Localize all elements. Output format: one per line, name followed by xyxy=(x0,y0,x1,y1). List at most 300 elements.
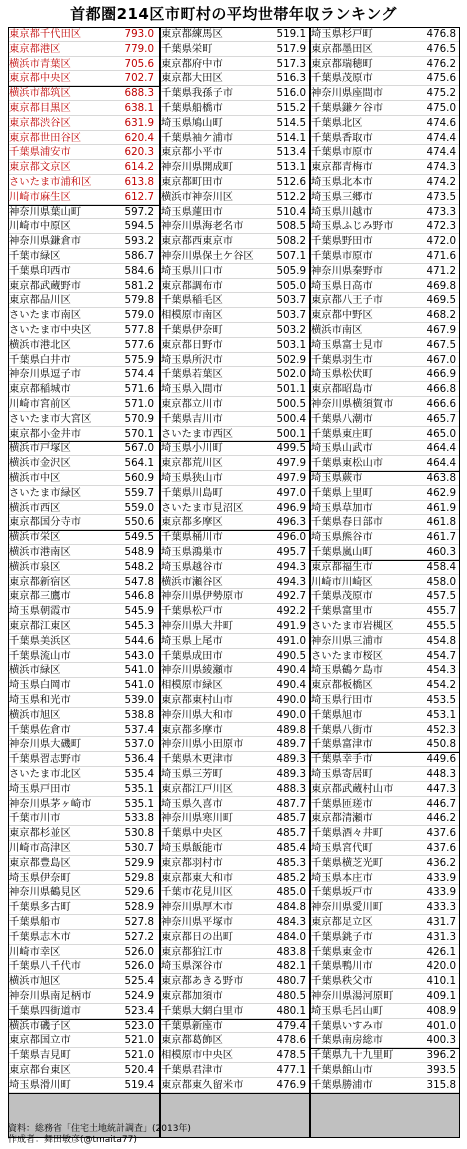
municipality-name: 東京都品川区 xyxy=(9,294,71,307)
table-row xyxy=(310,737,460,752)
income-value: 453.5 xyxy=(426,694,456,706)
municipality-name: 埼玉県川口市 xyxy=(161,264,223,277)
municipality-name: 千葉県上里町 xyxy=(311,486,373,499)
table-row xyxy=(310,634,460,649)
table-row xyxy=(310,1048,460,1063)
table-row xyxy=(160,1033,310,1048)
municipality-name: 千葉県坂戸市 xyxy=(311,886,373,899)
municipality-name: 千葉県館山市 xyxy=(311,1064,373,1076)
municipality-name: 千葉県秩父市 xyxy=(311,975,373,988)
municipality-name: 埼玉県飯能市 xyxy=(161,842,223,854)
ranking-column-2 xyxy=(160,27,310,1137)
table-row xyxy=(160,693,310,708)
municipality-name: 東京都杉並区 xyxy=(9,827,71,840)
municipality-name: 川崎市高津区 xyxy=(9,842,71,854)
table-row xyxy=(8,131,160,146)
income-value: 401.0 xyxy=(426,1019,456,1032)
municipality-name: 千葉県若葉区 xyxy=(161,368,223,381)
table-row xyxy=(8,545,160,560)
municipality-name: 千葉県船市 xyxy=(9,916,61,928)
income-value: 502.0 xyxy=(276,368,306,381)
income-value: 519.1 xyxy=(276,28,306,40)
income-value: 476.2 xyxy=(426,57,456,70)
table-row xyxy=(310,160,460,175)
municipality-name: 神奈川県南足柄市 xyxy=(9,990,92,1002)
table-row xyxy=(310,412,460,427)
table-row xyxy=(160,1048,310,1063)
income-value: 426.1 xyxy=(426,945,456,958)
table-row xyxy=(310,86,460,101)
municipality-name: 千葉県四街道市 xyxy=(9,1004,82,1017)
income-value: 478.5 xyxy=(276,1049,306,1062)
income-value: 503.7 xyxy=(276,309,306,322)
municipality-name: 埼玉県富士見市 xyxy=(311,338,384,351)
income-value: 464.4 xyxy=(426,457,456,470)
table-row xyxy=(160,619,310,634)
table-row xyxy=(160,234,310,249)
income-value: 516.0 xyxy=(276,87,306,100)
table-row xyxy=(160,323,310,338)
table-row xyxy=(8,515,160,530)
income-value: 545.3 xyxy=(124,620,154,632)
table-row xyxy=(8,530,160,545)
income-value: 476.5 xyxy=(426,42,456,55)
municipality-name: 神奈川県小田原市 xyxy=(161,738,244,751)
municipality-name: 神奈川県横須賀市 xyxy=(311,398,394,410)
income-value: 535.4 xyxy=(124,768,154,780)
table-row xyxy=(8,160,160,175)
income-value: 457.5 xyxy=(426,590,456,603)
municipality-name: 横浜市瀬谷区 xyxy=(161,575,223,588)
municipality-name: 千葉県佐倉市 xyxy=(9,723,71,736)
income-value: 491.9 xyxy=(276,620,306,632)
income-value: 577.8 xyxy=(124,324,154,336)
table-row xyxy=(310,589,460,604)
municipality-name: 埼玉県朝霞市 xyxy=(9,605,71,618)
municipality-name: 埼玉県日高市 xyxy=(311,279,373,292)
table-row xyxy=(8,589,160,604)
table-row xyxy=(8,219,160,234)
table-row xyxy=(8,353,160,368)
municipality-name: 埼玉県山武市 xyxy=(311,442,373,455)
income-value: 546.8 xyxy=(124,590,154,603)
table-row xyxy=(8,782,160,797)
table-row xyxy=(160,131,310,146)
table-row xyxy=(8,57,160,72)
table-row xyxy=(160,989,310,1004)
table-row xyxy=(160,663,310,678)
income-value: 500.1 xyxy=(276,427,306,440)
municipality-name: 千葉県勝浦市 xyxy=(311,1078,373,1091)
table-row xyxy=(8,367,160,382)
income-value: 448.3 xyxy=(426,768,456,780)
municipality-name: 神奈川県愛川町 xyxy=(311,901,384,914)
income-value: 469.8 xyxy=(426,279,456,292)
municipality-name: 神奈川県伊勢原市 xyxy=(161,590,244,603)
income-value: 575.9 xyxy=(124,353,154,366)
table-row xyxy=(8,323,160,338)
income-value: 396.2 xyxy=(426,1049,456,1062)
municipality-name: 神奈川県鶴見区 xyxy=(9,886,82,899)
municipality-name: 横浜市港北区 xyxy=(9,338,71,351)
municipality-name: 千葉県流山市 xyxy=(9,649,71,662)
income-value: 494.3 xyxy=(276,575,306,588)
income-value: 485.7 xyxy=(276,812,306,825)
income-value: 507.1 xyxy=(276,250,306,262)
income-value: 517.3 xyxy=(276,57,306,70)
table-row xyxy=(8,456,160,471)
municipality-name: 東京都中央区 xyxy=(9,72,71,85)
income-value: 545.9 xyxy=(124,605,154,618)
income-value: 433.9 xyxy=(426,871,456,884)
municipality-name: 千葉県栄町 xyxy=(161,42,213,55)
income-value: 489.8 xyxy=(276,723,306,736)
table-row xyxy=(310,797,460,812)
table-row xyxy=(160,456,310,471)
table-row xyxy=(160,42,310,57)
municipality-name: 埼玉県三郷市 xyxy=(311,190,373,203)
table-row xyxy=(8,190,160,205)
income-value: 535.1 xyxy=(124,782,154,795)
table-row xyxy=(160,885,310,900)
income-value: 455.7 xyxy=(426,605,456,618)
table-row xyxy=(160,930,310,945)
municipality-name: 千葉県中央区 xyxy=(161,827,223,840)
table-row xyxy=(8,1019,160,1034)
income-value: 508.2 xyxy=(276,235,306,248)
income-value: 475.6 xyxy=(426,72,456,85)
table-row xyxy=(8,811,160,826)
table-row xyxy=(310,1078,460,1093)
municipality-name: 東京都墨田区 xyxy=(311,42,373,55)
table-row xyxy=(310,826,460,841)
municipality-name: 東京都大田区 xyxy=(161,72,223,85)
table-row xyxy=(8,708,160,723)
income-value: 437.6 xyxy=(426,827,456,840)
table-row xyxy=(160,264,310,279)
table-row xyxy=(310,427,460,442)
table-row xyxy=(8,427,160,442)
table-row xyxy=(8,678,160,693)
municipality-name: 埼玉県白岡市 xyxy=(9,679,71,692)
income-value: 476.9 xyxy=(276,1078,306,1091)
municipality-name: 千葉県茂原市 xyxy=(311,590,373,603)
table-row xyxy=(8,930,160,945)
municipality-name: 埼玉県蓮田市 xyxy=(161,205,223,218)
municipality-name: さいたま市北区 xyxy=(9,768,82,780)
income-value: 503.7 xyxy=(276,294,306,307)
municipality-name: 千葉県多古町 xyxy=(9,901,71,914)
municipality-name: 神奈川県三浦市 xyxy=(311,634,384,647)
table-row xyxy=(310,1033,460,1048)
income-value: 513.1 xyxy=(276,161,306,174)
income-value: 512.6 xyxy=(276,176,306,188)
municipality-name: 千葉県新座市 xyxy=(161,1019,223,1032)
income-value: 570.1 xyxy=(124,427,154,440)
municipality-name: 千葉県美浜区 xyxy=(9,634,71,647)
income-value: 533.8 xyxy=(124,812,154,825)
municipality-name: 東京都瑞穂町 xyxy=(311,57,373,70)
income-value: 474.3 xyxy=(426,161,456,174)
table-row xyxy=(310,293,460,308)
income-value: 490.0 xyxy=(276,694,306,706)
table-row xyxy=(160,71,310,86)
table-row xyxy=(310,175,460,190)
income-value: 461.7 xyxy=(426,531,456,544)
income-value: 497.0 xyxy=(276,486,306,499)
income-value: 494.3 xyxy=(276,560,306,573)
municipality-name: 東京都豊島区 xyxy=(9,856,71,869)
table-row xyxy=(160,530,310,545)
income-value: 458.0 xyxy=(426,575,456,588)
income-value: 593.2 xyxy=(124,235,154,248)
municipality-name: 千葉県鎌ケ谷市 xyxy=(311,102,384,114)
municipality-name: 千葉県幸手市 xyxy=(311,753,373,766)
table-row xyxy=(8,797,160,812)
income-value: 490.4 xyxy=(276,664,306,677)
municipality-name: 川崎市麻生区 xyxy=(9,190,71,203)
municipality-name: 埼玉県寄居町 xyxy=(311,768,373,780)
municipality-name: 千葉県大網白里市 xyxy=(161,1004,244,1017)
table-row xyxy=(8,649,160,664)
municipality-name: 東京都文京区 xyxy=(9,161,71,174)
income-value: 505.0 xyxy=(276,279,306,292)
table-row xyxy=(310,57,460,72)
municipality-name: 神奈川県綾瀬市 xyxy=(161,664,234,677)
municipality-name: 千葉県東金市 xyxy=(311,945,373,958)
income-value: 544.6 xyxy=(124,634,154,647)
table-row xyxy=(310,649,460,664)
municipality-name: 横浜市栄区 xyxy=(9,531,61,544)
ranking-column-1 xyxy=(8,27,160,1137)
income-value: 454.3 xyxy=(426,664,456,677)
municipality-name: さいたま市西区 xyxy=(161,427,234,440)
municipality-name: 東京都足立区 xyxy=(311,916,373,928)
income-value: 400.3 xyxy=(426,1034,456,1047)
municipality-name: 千葉県東庄町 xyxy=(311,427,373,440)
table-row xyxy=(310,71,460,86)
municipality-name: 川崎市川崎区 xyxy=(311,575,373,588)
income-value: 463.8 xyxy=(426,472,456,484)
income-value: 447.3 xyxy=(426,782,456,795)
table-row xyxy=(310,604,460,619)
table-row xyxy=(8,501,160,516)
income-value: 529.8 xyxy=(124,871,154,884)
income-value: 541.0 xyxy=(124,679,154,692)
table-row xyxy=(310,708,460,723)
income-value: 480.1 xyxy=(276,1004,306,1017)
income-value: 467.9 xyxy=(426,324,456,336)
income-value: 496.0 xyxy=(276,531,306,544)
income-value: 793.0 xyxy=(124,28,154,40)
page-title: 首都圏214区市町村の平均世帯年収ランキング xyxy=(70,5,397,23)
income-value: 450.8 xyxy=(426,738,456,751)
income-value: 688.3 xyxy=(124,87,154,100)
table-row xyxy=(160,382,310,397)
municipality-name: 千葉市川市 xyxy=(9,812,61,825)
municipality-name: 埼玉県越谷市 xyxy=(161,560,223,573)
income-value: 475.2 xyxy=(426,87,456,100)
table-row xyxy=(8,974,160,989)
income-value: 433.9 xyxy=(426,886,456,899)
table-row xyxy=(8,723,160,738)
income-value: 446.7 xyxy=(426,797,456,810)
municipality-name: 横浜市磯子区 xyxy=(9,1019,71,1032)
table-row xyxy=(310,308,460,323)
table-row xyxy=(310,219,460,234)
income-value: 495.7 xyxy=(276,546,306,558)
table-row xyxy=(160,397,310,412)
table-row xyxy=(160,279,310,294)
income-value: 586.7 xyxy=(124,250,154,262)
income-value: 468.2 xyxy=(426,309,456,322)
income-value: 408.9 xyxy=(426,1004,456,1017)
income-value: 484.0 xyxy=(276,930,306,943)
income-value: 471.2 xyxy=(426,264,456,277)
municipality-name: 神奈川県保土ケ谷区 xyxy=(161,250,254,262)
table-row xyxy=(8,27,160,42)
income-value: 420.0 xyxy=(426,960,456,973)
income-value: 543.0 xyxy=(124,649,154,662)
municipality-name: 千葉県船橋市 xyxy=(161,102,223,114)
table-row xyxy=(8,693,160,708)
table-row xyxy=(8,915,160,930)
table-row xyxy=(8,205,160,220)
table-row xyxy=(8,441,160,456)
table-row xyxy=(160,752,310,767)
income-value: 482.1 xyxy=(276,960,306,973)
municipality-name: 千葉県八街市 xyxy=(311,723,373,736)
municipality-name: 千葉県成田市 xyxy=(161,649,223,662)
income-value: 779.0 xyxy=(124,42,154,55)
income-value: 581.2 xyxy=(124,279,154,292)
income-value: 613.8 xyxy=(124,176,154,188)
table-row xyxy=(8,249,160,264)
income-value: 517.9 xyxy=(276,42,306,55)
table-row xyxy=(160,249,310,264)
income-value: 452.3 xyxy=(426,723,456,736)
income-value: 570.9 xyxy=(124,412,154,425)
income-value: 503.1 xyxy=(276,338,306,351)
income-value: 461.9 xyxy=(426,501,456,514)
municipality-name: 千葉県横芝光町 xyxy=(311,856,384,869)
income-value: 510.4 xyxy=(276,205,306,218)
municipality-name: 千葉県桶川市 xyxy=(161,531,223,544)
table-row xyxy=(160,634,310,649)
municipality-name: 東京都葛飾区 xyxy=(161,1034,223,1047)
income-value: 485.4 xyxy=(276,842,306,854)
table-row xyxy=(8,175,160,190)
municipality-name: 東京都多摩区 xyxy=(161,516,223,529)
table-row xyxy=(310,397,460,412)
income-value: 547.8 xyxy=(124,575,154,588)
table-row xyxy=(160,900,310,915)
income-value: 512.2 xyxy=(276,190,306,203)
table-row xyxy=(160,486,310,501)
income-value: 465.0 xyxy=(426,427,456,440)
table-row xyxy=(8,885,160,900)
municipality-name: 神奈川県秦野市 xyxy=(311,264,384,277)
municipality-name: 千葉県木更津市 xyxy=(161,753,234,766)
municipality-name: 相模原市南区 xyxy=(161,309,223,322)
table-row xyxy=(160,797,310,812)
table-row xyxy=(8,900,160,915)
income-value: 614.2 xyxy=(124,161,154,174)
municipality-name: 横浜市神奈川区 xyxy=(161,190,234,203)
ranking-column-3 xyxy=(310,27,460,1137)
ranking-table xyxy=(8,27,460,1139)
income-value: 488.3 xyxy=(276,782,306,795)
income-value: 514.1 xyxy=(276,131,306,144)
income-value: 559.7 xyxy=(124,486,154,499)
table-row xyxy=(310,205,460,220)
table-row xyxy=(8,575,160,590)
income-value: 491.0 xyxy=(276,634,306,647)
table-row xyxy=(160,116,310,131)
municipality-name: 東京都千代田区 xyxy=(9,28,82,40)
municipality-name: 東京都中野区 xyxy=(311,309,373,322)
income-value: 474.2 xyxy=(426,176,456,188)
municipality-name: 神奈川県逗子市 xyxy=(9,368,82,381)
table-row xyxy=(310,560,460,575)
table-row xyxy=(160,101,310,116)
income-value: 477.1 xyxy=(276,1064,306,1076)
income-value: 476.8 xyxy=(426,28,456,40)
income-value: 465.7 xyxy=(426,412,456,425)
income-value: 516.3 xyxy=(276,72,306,85)
income-value: 524.9 xyxy=(124,990,154,1002)
table-row xyxy=(310,885,460,900)
table-row xyxy=(310,501,460,516)
table-row xyxy=(160,589,310,604)
municipality-name: 横浜市緑区 xyxy=(9,664,61,677)
income-value: 567.0 xyxy=(124,442,154,455)
municipality-name: 埼玉県狭山市 xyxy=(161,472,223,484)
municipality-name: 千葉県我孫子市 xyxy=(161,87,234,100)
table-row xyxy=(160,678,310,693)
municipality-name: 東京都西東京市 xyxy=(161,235,234,248)
municipality-name: 千葉県匝瑳市 xyxy=(311,797,373,810)
table-row xyxy=(310,486,460,501)
income-value: 485.7 xyxy=(276,827,306,840)
income-value: 484.3 xyxy=(276,916,306,928)
table-row xyxy=(310,900,460,915)
table-row xyxy=(160,826,310,841)
municipality-name: 千葉県川島町 xyxy=(161,486,223,499)
table-row xyxy=(160,160,310,175)
table-row xyxy=(160,545,310,560)
table-row xyxy=(310,663,460,678)
income-value: 620.4 xyxy=(124,131,154,144)
income-value: 483.8 xyxy=(276,945,306,958)
municipality-name: 千葉県稲毛区 xyxy=(161,294,223,307)
income-value: 548.2 xyxy=(124,560,154,573)
table-row xyxy=(160,441,310,456)
income-value: 597.2 xyxy=(124,205,154,218)
table-row xyxy=(8,826,160,841)
table-row xyxy=(160,1004,310,1019)
municipality-name: 東京都加須市 xyxy=(161,990,223,1002)
municipality-name: 千葉市緑区 xyxy=(9,250,61,262)
table-row xyxy=(8,145,160,160)
income-value: 474.4 xyxy=(426,131,456,144)
municipality-name: 千葉県茂原市 xyxy=(311,72,373,85)
municipality-name: 千葉県市原市 xyxy=(311,250,373,262)
table-row xyxy=(8,116,160,131)
table-row xyxy=(310,116,460,131)
municipality-name: 埼玉県入間市 xyxy=(161,383,223,396)
table-row xyxy=(310,234,460,249)
